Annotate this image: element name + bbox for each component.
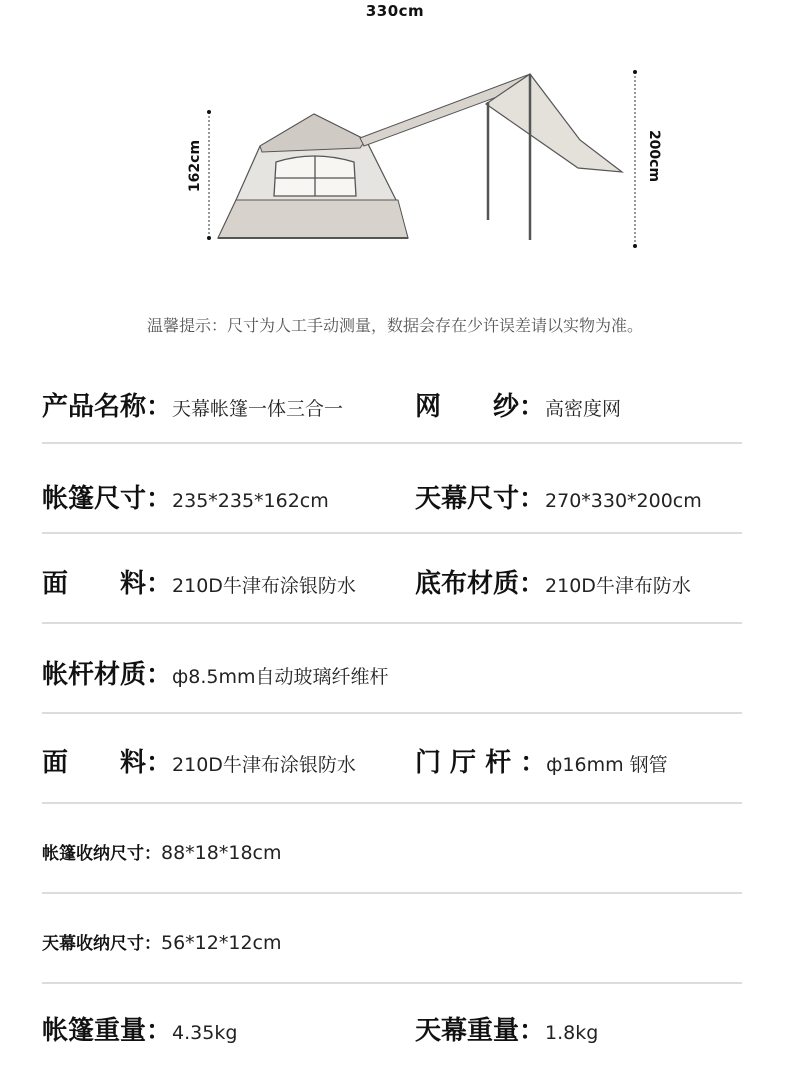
spec-label: 帐篷尺寸：: [42, 484, 173, 514]
spec-label: 帐篷重量：: [42, 1016, 173, 1046]
tent-height-dimension-line: [207, 110, 211, 240]
spec-value: 210D牛津布涂银防水: [172, 754, 356, 776]
spec-label: 底布材质：: [415, 569, 546, 599]
width-dimension-label: 330cm: [365, 2, 425, 20]
tent-illustration: [0, 0, 790, 290]
spec-row: [42, 532, 742, 624]
tent-diagram: [0, 0, 790, 290]
spec-value: 天幕帐篷一体三合一: [172, 398, 344, 420]
spec-label: 面 料：: [42, 748, 173, 778]
spec-value: 270*330*200cm: [545, 490, 702, 512]
spec-label: 天幕尺寸：: [415, 484, 546, 514]
spec-value: 210D牛津布涂银防水: [172, 575, 356, 597]
spec-value: ф16mm 钢管: [546, 754, 668, 776]
spec-row: [42, 982, 742, 1082]
spec-label: 产品名称：: [42, 392, 173, 422]
tent-height-label: 162cm: [187, 139, 203, 193]
spec-value: 235*235*162cm: [172, 490, 329, 512]
canopy-height-dimension-line: [633, 70, 637, 248]
spec-row: [42, 622, 742, 714]
spec-value: ф8.5mm自动玻璃纤维杆: [172, 666, 389, 688]
spec-row: [42, 442, 742, 534]
spec-label: 帐篷收纳尺寸：: [42, 844, 161, 864]
spec-value: 1.8kg: [545, 1022, 599, 1044]
spec-label: 网 纱：: [415, 392, 546, 422]
spec-label: 面 料：: [42, 569, 173, 599]
spec-label: 天幕重量：: [415, 1016, 546, 1046]
spec-value: 56*12*12cm: [161, 932, 282, 954]
spec-row: [42, 712, 742, 804]
spec-row: [42, 362, 742, 444]
spec-row: [42, 802, 742, 894]
spec-value: 88*18*18cm: [161, 842, 282, 864]
spec-row: [42, 892, 742, 984]
measurement-tip: 温馨提示：尺寸为人工手动测量，数据会存在少许误差请以实物为准。: [146, 316, 643, 335]
spec-label: 门 厅 杆 ：: [415, 748, 547, 778]
spec-value: 4.35kg: [172, 1022, 238, 1044]
spec-value: 高密度网: [545, 398, 622, 420]
canopy-height-label: 200cm: [646, 129, 662, 183]
tent-window: [274, 156, 356, 196]
spec-value: 210D牛津布防水: [545, 575, 691, 597]
spec-label: 帐杆材质：: [42, 660, 173, 690]
spec-label: 天幕收纳尺寸：: [42, 934, 161, 954]
